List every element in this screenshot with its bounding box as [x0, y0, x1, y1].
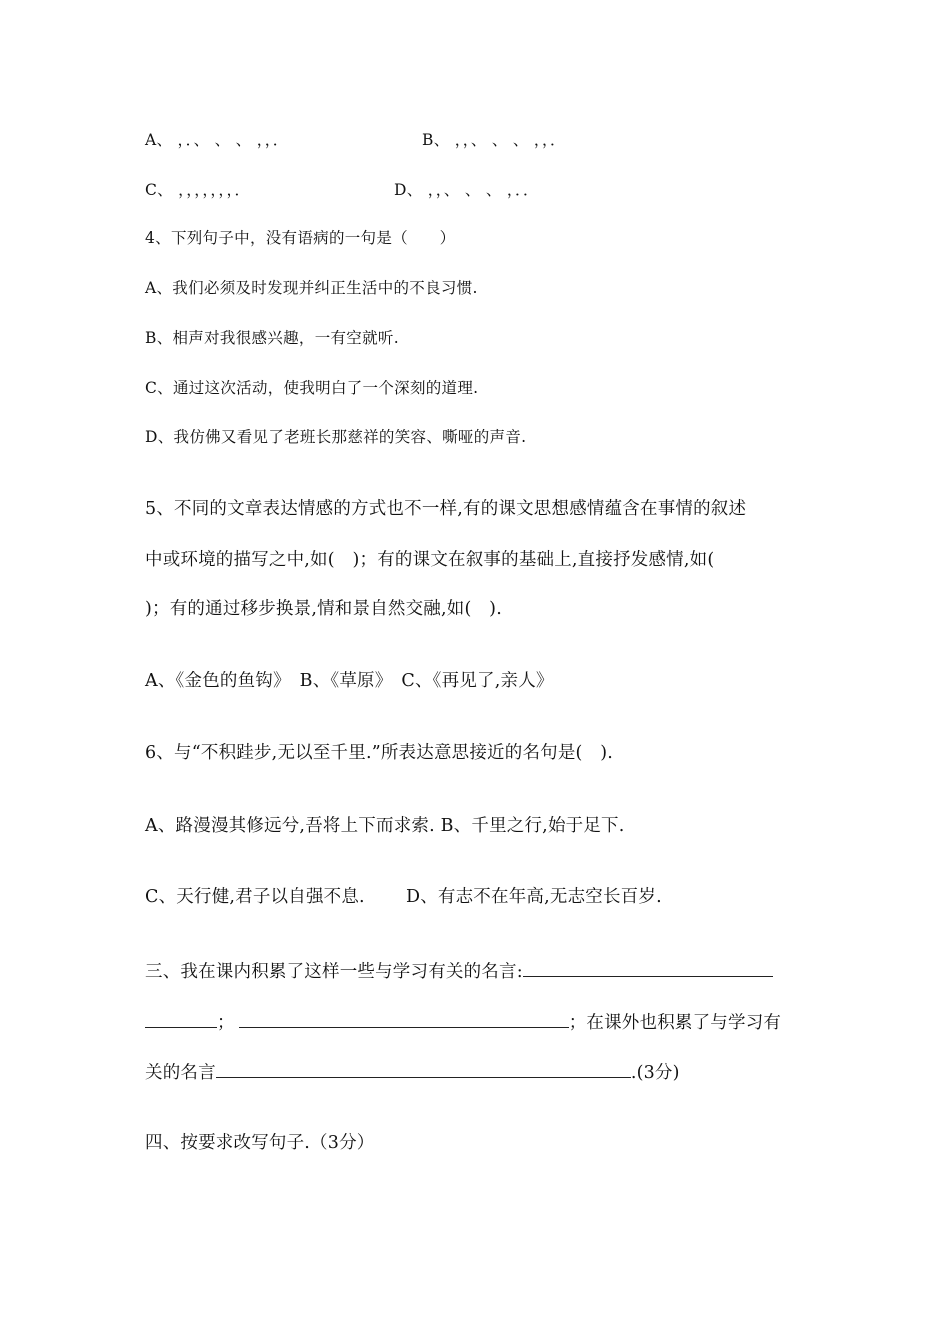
q5-options: A、《金色的鱼钩》 B、《草原》 C、《再见了,亲人》 — [145, 671, 554, 691]
section3-prompt: 三、我在课内积累了这样一些与学习有关的名言: — [145, 962, 523, 982]
q6-options-ab: A、路漫漫其修远兮,吾将上下而求索. B、千里之行,始于足下. — [145, 816, 625, 836]
answer-blank-1[interactable] — [523, 962, 773, 977]
section3-line-1 — [145, 962, 773, 982]
q5-line-1: 5、不同的文章表达情感的方式也不一样,有的课文思想感情蕴含在事情的叙述 — [145, 499, 747, 519]
section4-title: 四、按要求改写句子.（3分） — [145, 1133, 375, 1153]
q6-options-cd: C、天行健,君子以自强不息. D、有志不在年高,无志空长百岁. — [145, 887, 662, 907]
q6-stem: 6、与“不积跬步,无以至千里.”所表达意思接近的名句是( ). — [145, 743, 614, 763]
q5-line-2: 中或环境的描写之中,如( )；有的课文在叙事的基础上,直接抒发感情,如( — [145, 550, 715, 570]
section3-line3-head: 关的名言 — [145, 1063, 216, 1083]
q4-option-c: C、通过这次活动，使我明白了一个深刻的道理. — [145, 379, 479, 397]
q4-option-b: B、相声对我很感兴趣，一有空就听. — [145, 329, 399, 347]
q3-option-b: B、 ，，、 、 、 ，，． — [422, 131, 566, 149]
answer-blank-4[interactable] — [216, 1063, 631, 1078]
q3-option-c: C、 ，，，，，，，． — [145, 181, 251, 199]
answer-blank-3[interactable] — [239, 1013, 569, 1028]
section3-points: .(3分) — [630, 1063, 680, 1083]
q4-option-d: D、我仿佛又看见了老班长那慈祥的笑容、嘶哑的声音. — [145, 428, 527, 446]
q3-option-d: D、 ，，、 、 、 ，．． — [394, 181, 539, 199]
section3-line2-tail: ；在课外也积累了与学习有 — [568, 1013, 782, 1033]
q5-line-3: )；有的通过移步换景,情和景自然交融,如( ). — [145, 599, 502, 619]
section3-separator: ； — [217, 1013, 235, 1033]
section3-line-3 — [145, 1063, 680, 1083]
answer-blank-2[interactable] — [145, 1013, 217, 1028]
section3-line-2 — [145, 1013, 781, 1033]
q3-option-a: A、 ，．、 、 、 ，，． — [145, 131, 289, 149]
q4-stem: 4、下列句子中，没有语病的一句是（ ） — [145, 229, 456, 247]
q4-option-a: A、我们必须及时发现并纠正生活中的不良习惯. — [145, 279, 478, 297]
